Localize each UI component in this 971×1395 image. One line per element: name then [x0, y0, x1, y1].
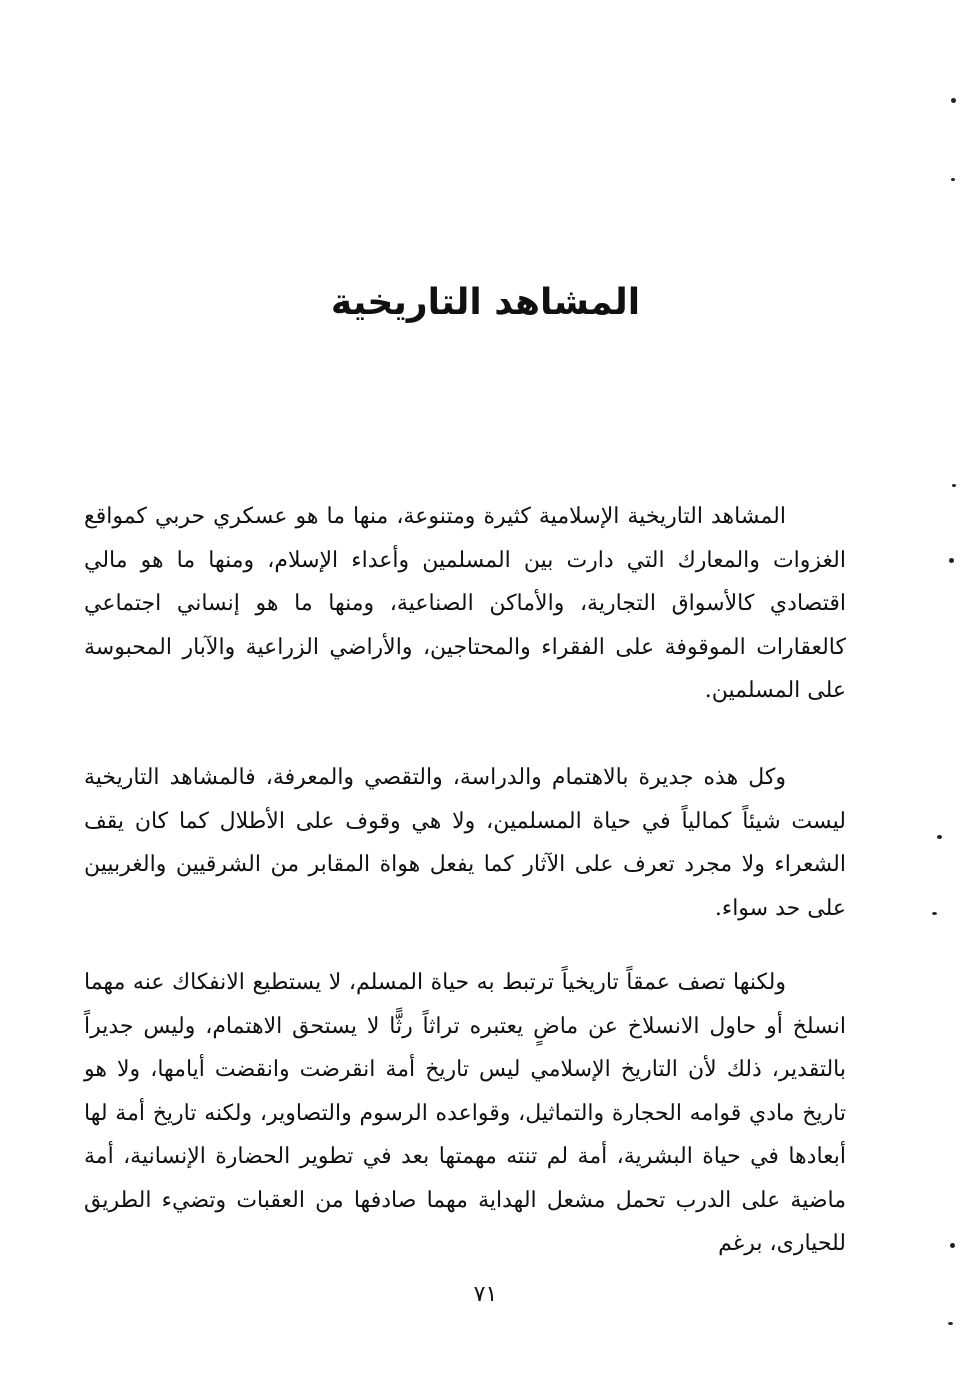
- chapter-title: المشاهد التاريخية: [330, 282, 641, 323]
- paragraph-1: المشاهد التاريخية الإسلامية كثيرة ومتنوعة، منها ما هو عسكري حربي كمواقع الغزوات والمعارك التي دارت بين المسلمين وأعداء الإسلام، ومنها ما هو مالي اقتصادي كالأسواق التجارية، والأماكن الصناعية، ومنها ما هو إنساني اجتماعي كالعقارات الموقوفة على الفقراء والمحتاجين، والأراضي الزراعية والآبار المحبوسة على المسلمين.: [84, 504, 846, 703]
- paragraph-3: ولكنها تصف عمقاً تاريخياً ترتبط به حياة المسلم، لا يستطيع الانفكاك عنه مهما انسلخ أو حاول الانسلاخ عن ماضٍ يعتبره تراثاً رثًّا لا يستحق الاهتمام، وليس جديراً بالتقدير، ذلك لأن التاريخ الإسلامي ليس تاريخ أمة انقرضت وانقضت أيامها، ولا هو تاريخ مادي قوامه الحجارة والتماثيل، وقواعده الرسوم والتصاوير، ولكنه تاريخ أمة لها أبعادها في حياة البشرية، أمة لم تنته مهمتها بعد في تطوير الحضارة الإنسانية، أمة ماضية على الدرب تحمل مشعل الهداية مهما صادفها من العقبات وتضيء الطريق للحيارى، برغم: [84, 970, 846, 1256]
- scan-speck: [950, 1243, 955, 1248]
- page-number: ٧١: [473, 1282, 498, 1307]
- scan-speck: [937, 835, 942, 839]
- scan-speck: [948, 1322, 953, 1325]
- scan-speck: [951, 98, 956, 103]
- scan-speck: [951, 178, 955, 181]
- scan-speck: [952, 484, 956, 487]
- scan-speck: [932, 912, 937, 915]
- scan-speck: [949, 558, 954, 563]
- paragraph-2: وكل هذه جديرة بالاهتمام والدراسة، والتقصي والمعرفة، فالمشاهد التاريخية ليست شيئاً كمالياً في حياة المسلمين، ولا هي وقوف على الأطلال كما كان يقف الشعراء ولا مجرد تعرف على الآثار كما يفعل هواة المقابر من الشرقيين والغربيين على حد سواء.: [84, 765, 846, 921]
